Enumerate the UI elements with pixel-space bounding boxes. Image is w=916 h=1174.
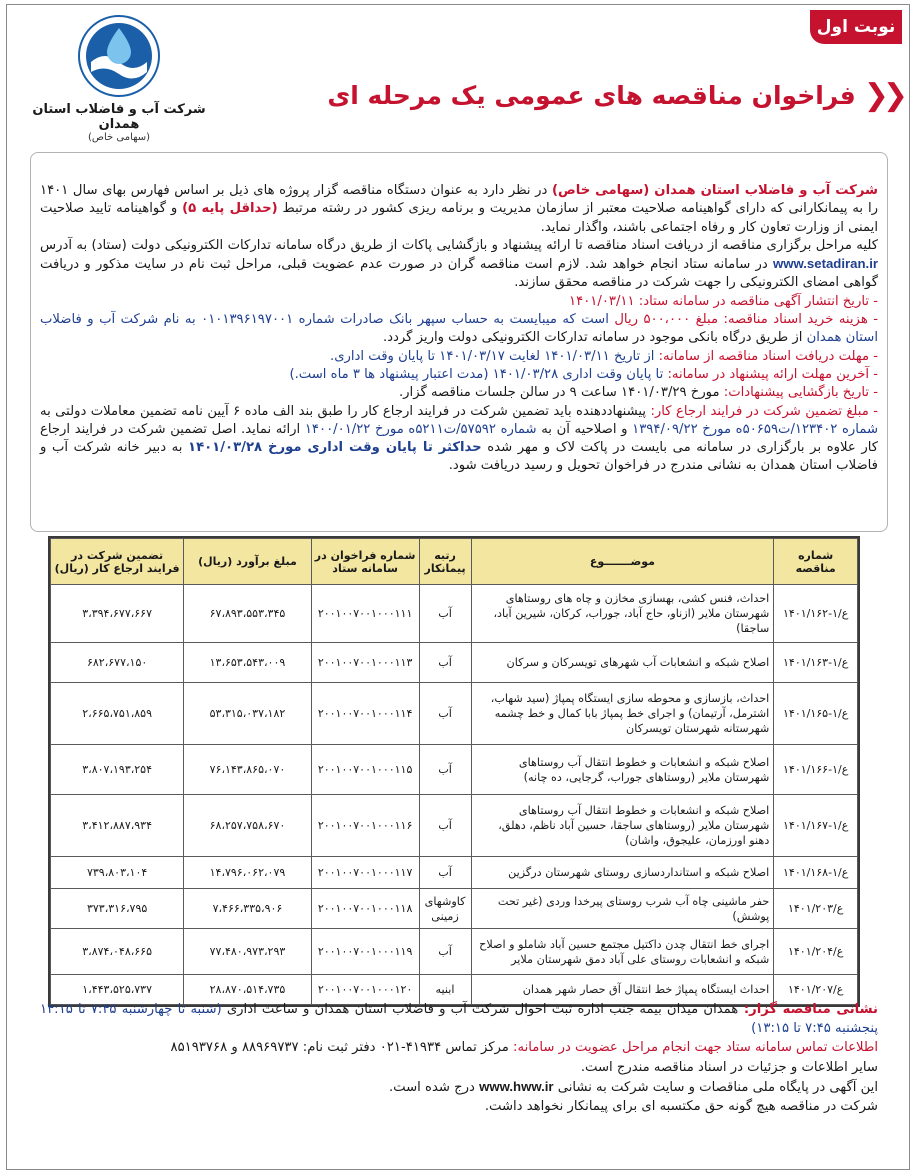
table-row: ع/۱-۱۴۰۱/۱۶۵ احداث، بازسازی و محوطه سازی ایستگاه پمپاژ (سید شهاب، اشترمل، آرتیمان) و اجرای خط پمپاژ بابا کمال و خط چشمه شهرستانه شهرستان تویسرکان آب ۲۰۰۱۰۰۷۰۰۱۰۰۰۱۱۴ ۵۳،۳۱۵،۰۳۷،۱۸۲ ۲،۶۶۵،۷۵۱،۸۵۹ [51,683,858,745]
col-estimate: مبلغ برآورد (ریال) [184,539,311,585]
col-guarantee: تضمین شرکت در فرایند ارجاع کار (ریال) [51,539,184,585]
table-row: ع/۱-۱۴۰۱/۱۶۲ احداث، فنس کشی، بهسازی مخازن و چاه های روستاهای شهرستان ملایر (ازناو، حاج آباد، جوراب، کرکان، شیرین آباد، ساجقا) آب ۲۰۰۱۰۰۷۰۰۱۰۰۰۱۱۱ ۶۷،۸۹۳،۵۵۳،۳۴۵ ۳،۳۹۴،۶۷۷،۶۶۷ [51,585,858,643]
logo-company-name: شرکت آب و فاضلاب استان همدان [32,102,206,132]
contact-info: اطلاعات تماس سامانه ستاد جهت انجام مراحل عضویت در سامانه: مرکز تماس ۴۱۹۳۴-۰۲۱ دفتر ثبت نام: ۸۸۹۶۹۷۳۷ و ۸۵۱۹۳۷۶۸ [170,1040,878,1056]
title-row [327,76,902,116]
other-info: سایر اطلاعات و جزئیات در اسناد مناقصه مندرج است. [580,1059,878,1075]
table-row: ع/۱-۱۴۰۱/۱۶۸ اصلاح شبکه و استانداردسازی روستای شهرستان درگزین آب ۲۰۰۱۰۰۷۰۰۱۰۰۰۱۱۷ ۱۴،۷۹۶،۰۶۲،۰۷۹ ۷۳۹،۸۰۳،۱۰۴ [51,857,858,889]
first-notice-badge: نوبت اول [810,10,902,44]
ad-publication: این آگهی در پایگاه ملی مناقصات و سایت شرکت به نشانی www.hww.ir درج شده است. [388,1078,878,1095]
logo-company-type: (سهامی خاص) [87,132,151,143]
receive-deadline: - مهلت دریافت اسناد مناقصه از سامانه: از تاریخ ۱۴۰۱/۰۳/۱۱ لغایت ۱۴۰۱/۰۳/۱۷ تا پایان وقت اداری. [330,348,878,364]
table-row: ع/۱۴۰۱/۲۰۳ حفر ماشینی چاه آب شرب روستای پیرخدا وردی (غیر تحت پوشش) کاوشهای زمینی ۲۰۰۱۰۰۷۰۰۱۰۰۰۱۱۸ ۷،۴۶۶،۳۳۵،۹۰۶ ۳۷۳،۳۱۶،۷۹۵ [51,889,858,929]
min-grade: (حداقل پایه ۵) [182,201,278,217]
company-logo [14,8,224,143]
table-row: ع/۱۴۰۱/۲۰۴ اجرای خط انتقال چدن داکتیل مجتمع حسین آباد شاملو و اصلاح شبکه و انشعابات روستای علی آباد دمق شهرستان ملایر آب ۲۰۰۱۰۰۷۰۰۱۰۰۰۱۱۹ ۷۷،۴۸۰،۹۷۳،۲۹۳ ۳،۸۷۴،۰۴۸،۶۶۵ [51,929,858,975]
table-header-row [51,539,858,585]
table-row: ع/۱-۱۴۰۱/۱۶۳ اصلاح شبکه و انشعابات آب شهرهای تویسرکان و سرکان آب ۲۰۰۱۰۰۷۰۰۱۰۰۰۱۱۳ ۱۳،۶۵۳،۵۴۳،۰۰۹ ۶۸۲،۶۷۷،۱۵۰ [51,643,858,683]
guarantee-paragraph: - مبلغ تضمین شرکت در فرایند ارجاع کار: پیشنهاددهنده باید تضمین شرکت در فرایند ارجاع کار را طبق بند الف ماده ۶ آیین نامه تضمین معاملات دولتی به شماره ۱۲۳۴۰۲/ت۵۰۶۵۹ه مورخ ۱۳۹۴/۰۹/۲۲ و اصلاحیه آن به شماره ۵۷۵۹۲/ت۵۲۱۱ه مورخ ۱۴۰۰/۰۱/۲۲ ارائه نماید. اصل تضمین شرکت در فرایند ارجاع کار علاوه بر بارگزاری در سامانه می بایست در پاکت لاک و مهر شده حداکثر تا پایان وقت اداری مورخ ۱۴۰۱/۰۳/۲۸ به دبیر خانه شرکت آب و فاضلاب استان همدان به نشانی مندرج در فراخوان تحویل و رسید دریافت شود. [40,403,878,474]
table-row: ع/۱۴۰۱/۲۰۷ احداث ایستگاه پمپاژ خط انتقال آق حصار شهر همدان ابنیه ۲۰۰۱۰۰۷۰۰۱۰۰۰۱۲۰ ۲۸،۸۷۰،۵۱۴،۷۳۵ ۱،۴۴۳،۵۲۵،۷۳۷ [51,975,858,1005]
col-grade: رتبه پیمانکار [419,539,471,585]
intro-paragraph: شرکت آب و فاضلاب استان همدان (سهامی خاص) در نظر دارد به عنوان دستگاه مناقصه گزار پروژه های ذیل بر اساس فهارس بهای سال ۱۴۰۱ را به پیمانکارانی که دارای گواهینامه صلاحیت معتبر از سازمان مدیریت و برنامه ریزی کشور در رشته مرتبط (حداقل پایه ۵) و گواهینامه تایید صلاحیت ایمنی از وزارت تعاون کار و رفاه اجتماعی باشند، واگذار نماید. [40,183,878,235]
notice-body [40,182,878,476]
water-drop-icon [71,12,167,100]
opening-date: - تاریخ بازگشایی پیشنهادات: مورخ ۱۴۰۱/۰۳/۲۹ ساعت ۹ در سالن جلسات مناقصه گزار. [398,385,878,401]
company-website-link[interactable]: www.hww.ir [479,1078,554,1094]
publish-date: - تاریخ انتشار آگهی مناقصه در سامانه ستاد: ۱۴۰۱/۰۳/۱۱ [569,293,878,309]
address: نشانی مناقصه گزار: همدان میدان بیمه جنب اداره ثبت احوال شرکت آب و فاضلاب استان همدان و ساعت اداری (شنبه تا چهارشنبه ۷:۴۵ تا ۱۴:۱۵ پنجشنبه ۷:۴۵ تا ۱۳:۱۵) [40,1002,878,1037]
table-row: ع/۱-۱۴۰۱/۱۶۶ اصلاح شبکه و انشعابات و خطوط انتقال آب روستاهای شهرستان ملایر (روستاهای جوراب، گرجایی، ده چانه) آب ۲۰۰۱۰۰۷۰۰۱۰۰۰۱۱۵ ۷۶،۱۴۳،۸۶۵،۰۷۰ ۳،۸۰۷،۱۹۳،۲۵۴ [51,745,858,795]
company-name: شرکت آب و فاضلاب استان همدان (سهامی خاص) [551,183,878,198]
setad-paragraph: کلیه مراحل برگزاری مناقصه از دریافت اسناد مناقصه تا ارائه پیشنهاد و بازگشایی پاکات از طریق درگاه سامانه تدارکات الکترونیکی دولت (ستاد) به آدرس www.setadiran.ir در سامانه ستاد انجام خواهد شد. لازم است مناقصه گران در صورت عدم عضویت قبلی، مراحل ثبت نام در سایت مذکور و دریافت گواهی امضای الکترونیکی را جهت شرکت در مناقصه محقق سازند. [40,237,878,291]
document-fee: - هزینه خرید اسناد مناقصه: مبلغ ۵۰۰،۰۰۰ ریال است که میبایست به حساب سپهر بانک صادرات شماره ۰۱۰۱۳۹۶۱۹۷۰۰۱ به نام شرکت آب و فاضلاب استان همدان از طریق درگاه بانکی موجود در سامانه تدارکات الکترونیکی دولت واریز گردد. [40,312,878,346]
tender-table [48,536,860,1007]
col-number: شماره مناقصه [774,539,858,585]
col-subject: موضـــــــوع [471,539,774,585]
notice-footer [40,1000,878,1116]
col-setad: شماره فراخوان در سامانه ستاد [311,539,419,585]
disclaimer: شرکت در مناقصه هیچ گونه حق مکتسبه ای برای پیمانکار نخواهد داشت. [484,1099,878,1115]
setad-link[interactable]: www.setadiran.ir [772,256,878,272]
page-title: فراخوان مناقصه های عمومی یک مرحله ای [327,81,856,110]
double-chevron-icon: ❮❮ [863,78,902,113]
table-row: ع/۱-۱۴۰۱/۱۶۷ اصلاح شبکه و انشعابات و خطوط انتقال آب روستاهای شهرستان ملایر (روستاهای ساجقا، حسین آباد ناظم، دهلق، دهنو اورزمان، علیجوق، واشان) آب ۲۰۰۱۰۰۷۰۰۱۰۰۰۱۱۶ ۶۸،۲۵۷،۷۵۸،۶۷۰ ۳،۴۱۲،۸۸۷،۹۳۴ [51,795,858,857]
submit-deadline: - آخرین مهلت ارائه پیشنهاد در سامانه: تا پایان وقت اداری ۱۴۰۱/۰۳/۲۸ (مدت اعتبار پیشنهاد ها ۳ ماه است.) [289,366,878,382]
